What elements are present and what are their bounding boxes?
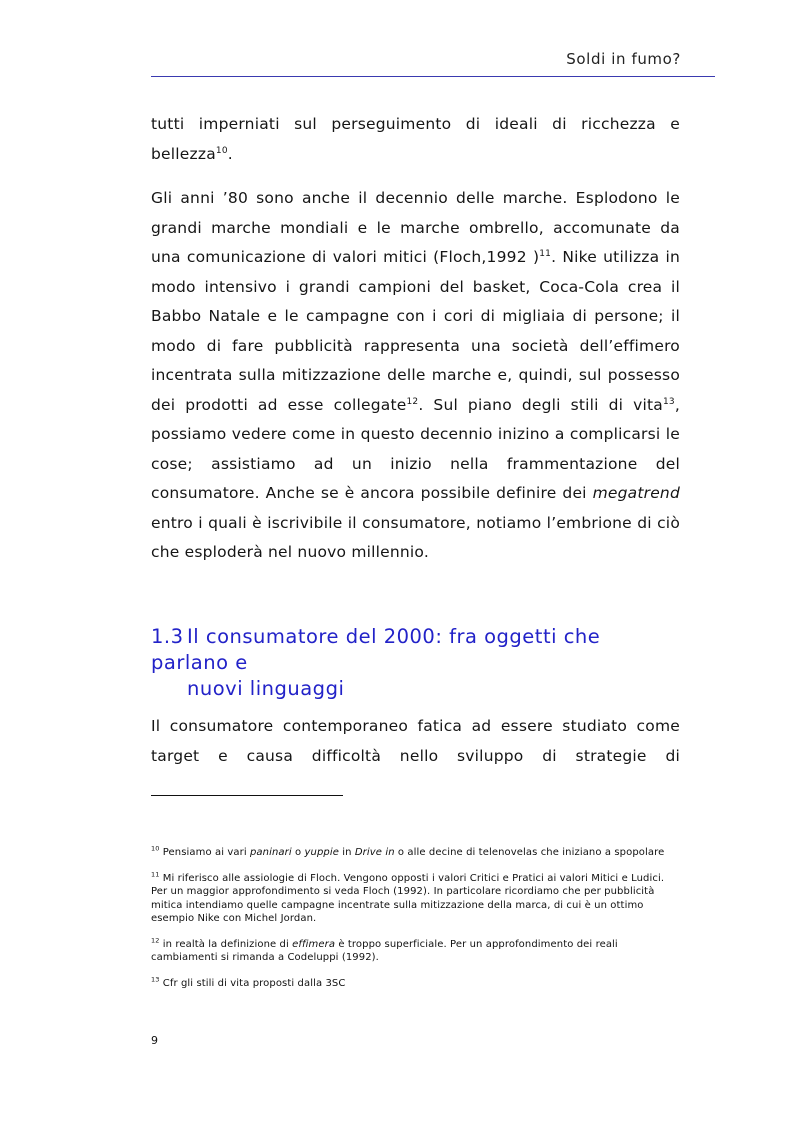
footnote-text: Mi riferisco alle assiologie di Floch. Vengono opposti i valori Critici e Pratici ai valori Mitici e Ludici. Per un maggior approfondimento si veda Floch (1992). In particolare ricordiamo che per pubblicità mitica intendiamo quelle campagne incentrate sulla mitizzazione della marca, di cui è un ottimo esempio Nike con Michel Jordan.	[151, 872, 665, 924]
header-rule	[151, 76, 715, 77]
paragraph-text: Gli anni ’80 sono anche il decennio delle marche. Esplodono le grandi marche mondiali e le marche ombrello, accomunate da una comunicazione di valori mitici (Floch,1992 )	[151, 189, 680, 266]
paragraph-text: entro i quali è iscrivibile il consumatore, notiamo l’embrione di ciò che esploderà nel nuovo millennio.	[151, 513, 680, 561]
footnote-emphasis: paninari	[249, 847, 292, 858]
footnote-emphasis: Drive in	[354, 847, 395, 858]
footnote-12	[151, 938, 681, 965]
paragraph-1	[151, 110, 680, 169]
section-number: 1.3	[151, 625, 184, 648]
section-title-line1: Il consumatore del 2000: fra oggetti che parlano e	[151, 625, 601, 674]
paragraph-text: , possiamo vedere come in questo decennio inizino a complicarsi le cose; assistiamo ad un inizio nella frammentazione del consumatore. Anche se è ancora possibile definire dei	[151, 395, 680, 502]
footnote-13	[151, 977, 681, 991]
footnote-number: 11	[151, 870, 160, 879]
footnote-emphasis: yuppie	[304, 847, 339, 858]
footnote-text: Cfr gli stili di vita proposti dalla 3SC	[162, 977, 346, 989]
footnote-emphasis: effimera	[292, 938, 336, 950]
running-header: Soldi in fumo?	[566, 50, 681, 68]
paragraph-text: tutti imperniati sul perseguimento di ideali di ricchezza e bellezza	[151, 115, 680, 163]
footnote-number: 13	[151, 975, 160, 984]
footnote-ref-11[interactable]: 11	[539, 248, 552, 259]
paragraph-text: . Sul piano degli stili di vita	[418, 395, 663, 414]
footnote-text: o alle decine di telenovelas che iniziano a spopolare	[394, 847, 665, 858]
section-heading	[151, 624, 680, 702]
section-title-line2: nuovi linguaggi	[187, 677, 345, 700]
footnote-text: è troppo superficiale. Per un approfondimento dei reali cambiamenti si rimanda a Codeluppi (1992).	[151, 938, 618, 963]
paragraph-text: . Nike utilizza in modo intensivo i grandi campioni del basket, Coca-Cola crea il Babbo Natale e le campagne con i cori di migliaia di persone; il modo di fare pubblicità rappresenta una società dell’effimero incentrata sulla mitizzazione delle marche e, quindi, sul possesso dei prodotti ad esse collegate	[151, 248, 681, 414]
footnote-ref-12[interactable]: 12	[406, 396, 419, 407]
footnote-10	[151, 846, 681, 860]
footnote-text: Pensiamo ai vari	[162, 847, 250, 858]
footnotes	[151, 846, 681, 1002]
emphasis-megatrend: megatrend	[592, 484, 680, 502]
paragraph-end: .	[227, 144, 233, 163]
page-number: 9	[151, 1034, 158, 1047]
footnote-text: in	[339, 847, 355, 858]
footnote-number: 12	[151, 936, 160, 945]
footnote-ref-10[interactable]: 10	[215, 145, 228, 156]
footnote-text: o	[291, 847, 305, 858]
footnote-11	[151, 872, 681, 926]
footnote-text: in realtà la definizione di	[162, 938, 293, 950]
paragraph-2	[151, 184, 680, 568]
footnote-separator	[151, 795, 343, 796]
paragraph-3: Il consumatore contemporaneo fatica ad essere studiato come target e causa difficoltà nello sviluppo di strategie di	[151, 717, 680, 765]
footnote-number: 10	[151, 844, 160, 853]
footnote-ref-13[interactable]: 13	[662, 396, 675, 407]
